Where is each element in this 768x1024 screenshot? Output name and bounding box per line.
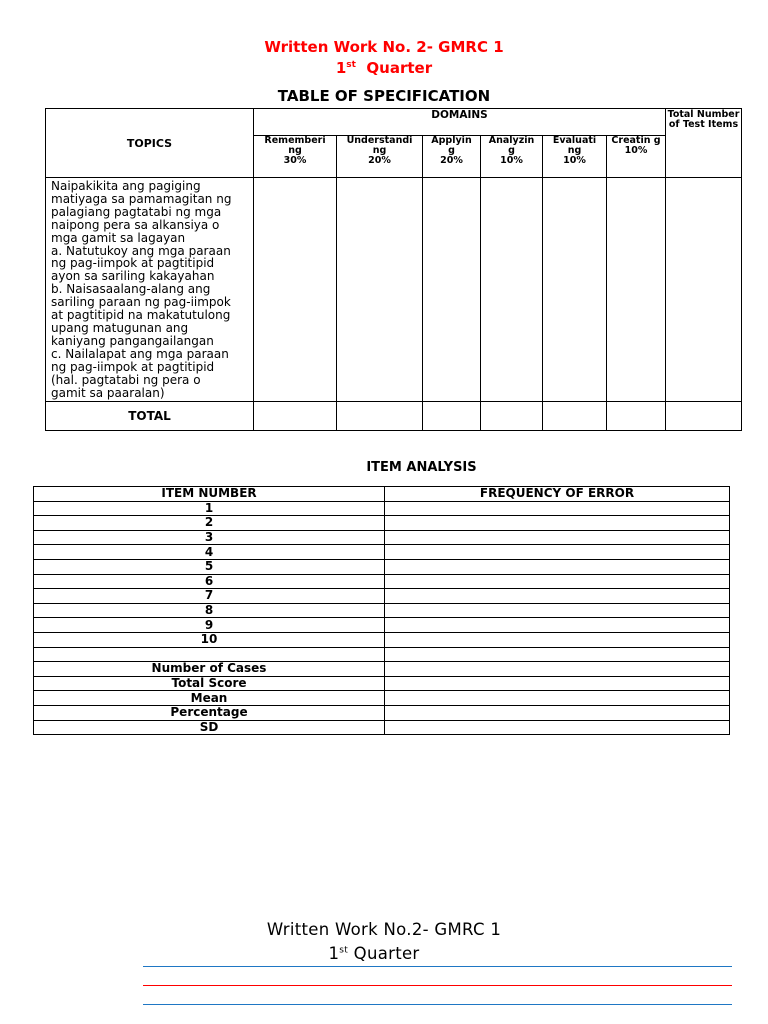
- footer-quarter-number: 1: [328, 944, 340, 963]
- domain-name: Creatin g: [611, 135, 661, 146]
- domain-name: Evaluati ng: [552, 135, 597, 156]
- domain-name: Applyin g: [431, 135, 472, 156]
- item-label: 10: [34, 632, 385, 647]
- domains-header: DOMAINS: [254, 109, 666, 136]
- item-label: Mean: [34, 691, 385, 706]
- total-cell[interactable]: [254, 402, 337, 431]
- item-label: [34, 647, 385, 662]
- topic-line: ng pag-iimpok at pagtitipid: [51, 359, 215, 374]
- topic-line: sariling paraan ng pag-iimpok: [51, 295, 231, 310]
- frequency-cell[interactable]: [385, 574, 730, 589]
- topic-line: kaniyang pangangailangan: [51, 333, 214, 348]
- frequency-cell[interactable]: [385, 589, 730, 604]
- frequency-cell[interactable]: [385, 516, 730, 531]
- table-row: [34, 618, 730, 633]
- table-row: [34, 691, 730, 706]
- topic-line: upang matugunan ang: [51, 320, 189, 335]
- total-cell[interactable]: [423, 402, 481, 431]
- topic-line: at pagtitipid na makatutulong: [51, 308, 231, 323]
- item-analysis-title: ITEM ANALYSIS: [366, 460, 477, 475]
- table-row: [34, 647, 730, 662]
- domain-cell[interactable]: [337, 178, 423, 402]
- item-analysis-table: [33, 486, 730, 735]
- topic-line: c. Nailalapat ang mga paraan: [51, 346, 229, 361]
- table-row: [34, 501, 730, 516]
- domain-name: Understandi ng: [346, 135, 413, 156]
- domain-percent: 20%: [440, 155, 463, 166]
- domain-percent: 20%: [368, 155, 391, 166]
- domain-name: Rememberi ng: [264, 135, 326, 156]
- item-label: Number of Cases: [34, 662, 385, 677]
- item-label: Percentage: [34, 705, 385, 720]
- table-of-specification: [45, 108, 742, 431]
- table-row: [34, 705, 730, 720]
- frequency-cell[interactable]: [385, 720, 730, 735]
- table-row: [34, 603, 730, 618]
- table-row: [34, 589, 730, 604]
- item-label: Total Score: [34, 676, 385, 691]
- item-label: 1: [34, 501, 385, 516]
- tos-title: TABLE OF SPECIFICATION: [277, 87, 491, 105]
- quarter-number: 1: [335, 59, 347, 77]
- domain-header-remembering: [254, 136, 337, 178]
- frequency-cell[interactable]: [385, 662, 730, 677]
- item-label: 4: [34, 545, 385, 560]
- domain-cell[interactable]: [481, 178, 543, 402]
- total-cell[interactable]: [607, 402, 666, 431]
- domain-percent: 10%: [624, 145, 648, 156]
- domain-header-analyzing: [481, 136, 543, 178]
- frequency-of-error-header: FREQUENCY OF ERROR: [385, 487, 730, 502]
- topic-line: gamit sa paaralan): [51, 385, 165, 400]
- writing-line: [143, 966, 732, 967]
- frequency-cell[interactable]: [385, 618, 730, 633]
- domain-percent: 30%: [283, 155, 307, 166]
- topic-line: palagiang pagtatabi ng mga: [51, 204, 222, 219]
- frequency-cell[interactable]: [385, 530, 730, 545]
- frequency-cell[interactable]: [385, 691, 730, 706]
- table-row: [34, 559, 730, 574]
- domain-header-creating: [607, 136, 666, 178]
- total-items-header: Total Number of Test Items: [666, 109, 742, 178]
- domain-cell[interactable]: [254, 178, 337, 402]
- table-row: [34, 574, 730, 589]
- topic-line: ayon sa sariling kakayahan: [51, 269, 215, 284]
- total-cell[interactable]: [337, 402, 423, 431]
- topic-line: naipong pera sa alkansiya o: [51, 217, 220, 232]
- writing-line: [143, 985, 732, 986]
- domain-percent: 10%: [563, 155, 586, 166]
- frequency-cell[interactable]: [385, 676, 730, 691]
- topic-line: (hal. pagtatabi ng pera o: [51, 372, 201, 387]
- topic-line: ng pag-iimpok at pagtitipid: [51, 256, 215, 271]
- frequency-cell[interactable]: [385, 647, 730, 662]
- frequency-cell[interactable]: [385, 632, 730, 647]
- domain-header-applying: [423, 136, 481, 178]
- item-label: 9: [34, 618, 385, 633]
- footer-title: Written Work No.2- GMRC 1: [266, 920, 502, 939]
- total-label: TOTAL: [46, 402, 254, 431]
- item-label: SD: [34, 720, 385, 735]
- topic-line: a. Natutukoy ang mga paraan: [51, 243, 231, 258]
- topic-line: matiyaga sa pamamagitan ng: [51, 191, 232, 206]
- item-label: 2: [34, 516, 385, 531]
- quarter-label: [0, 59, 768, 77]
- domain-percent: 10%: [500, 155, 523, 166]
- item-label: 6: [34, 574, 385, 589]
- topic-line: mga gamit sa lagayan: [51, 230, 186, 245]
- domain-cell[interactable]: [423, 178, 481, 402]
- quarter-word: Quarter: [366, 59, 433, 77]
- domain-header-understanding: [337, 136, 423, 178]
- table-row: [34, 530, 730, 545]
- domain-header-evaluating: [543, 136, 607, 178]
- item-label: 7: [34, 589, 385, 604]
- footer-quarter-suffix: st: [339, 945, 349, 956]
- table-row: [34, 676, 730, 691]
- table-row: [34, 720, 730, 735]
- table-row: [34, 516, 730, 531]
- domain-cell[interactable]: [543, 178, 607, 402]
- document-title: Written Work No. 2- GMRC 1: [264, 38, 504, 56]
- item-label: 3: [34, 530, 385, 545]
- table-row: [34, 632, 730, 647]
- total-cell[interactable]: [481, 402, 543, 431]
- total-cell[interactable]: [666, 402, 742, 431]
- item-number-header: ITEM NUMBER: [34, 487, 385, 502]
- topic-line: b. Naisasaalang-alang ang: [51, 282, 211, 297]
- item-label: 5: [34, 559, 385, 574]
- footer-quarter-word: Quarter: [353, 944, 420, 963]
- topics-header: TOPICS: [46, 109, 254, 178]
- footer-quarter: [0, 944, 758, 963]
- frequency-cell[interactable]: [385, 705, 730, 720]
- frequency-cell[interactable]: [385, 603, 730, 618]
- item-label: 8: [34, 603, 385, 618]
- domain-name: Analyzin g: [488, 135, 535, 156]
- total-items-cell[interactable]: [666, 178, 742, 402]
- table-row: [34, 545, 730, 560]
- topic-line: Naipakikita ang pagiging: [51, 179, 201, 193]
- domain-cell[interactable]: [607, 178, 666, 402]
- frequency-cell[interactable]: [385, 559, 730, 574]
- table-row: [34, 662, 730, 677]
- quarter-suffix: st: [346, 60, 356, 70]
- frequency-cell[interactable]: [385, 501, 730, 516]
- frequency-cell[interactable]: [385, 545, 730, 560]
- writing-line: [143, 1004, 732, 1005]
- topic-cell: [46, 178, 254, 402]
- total-cell[interactable]: [543, 402, 607, 431]
